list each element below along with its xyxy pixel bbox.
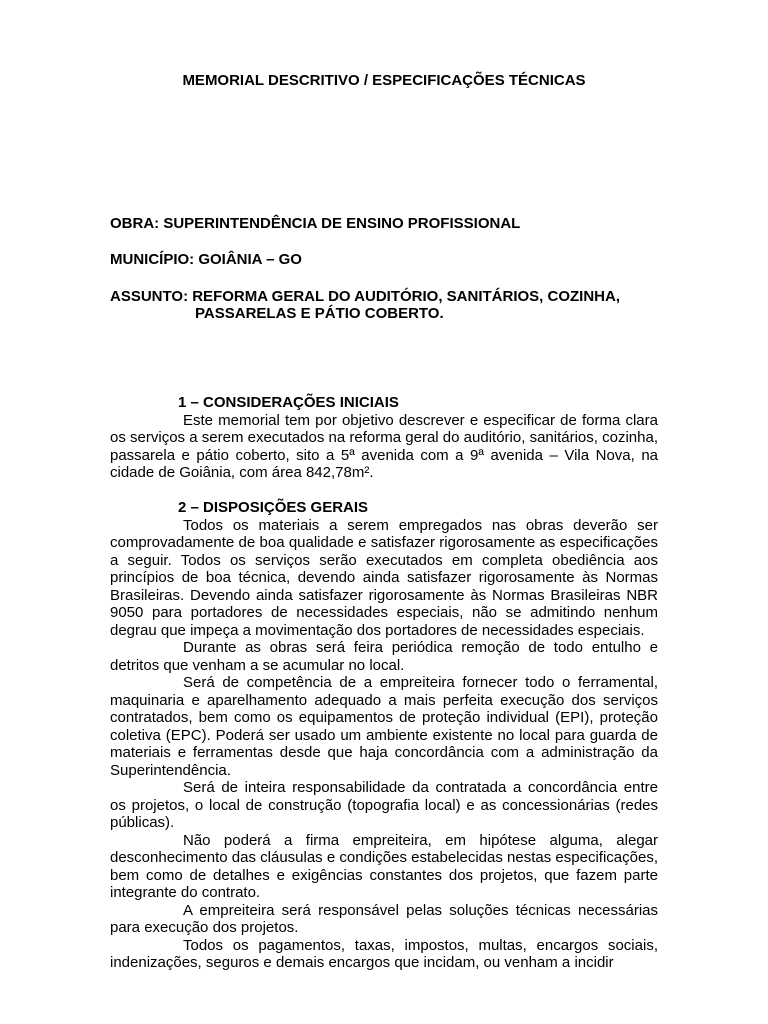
section-consideracoes-iniciais — [110, 394, 658, 482]
paragraph: A empreiteira será responsável pelas soluções técnicas necessárias para execução dos projetos. — [110, 901, 658, 936]
obra-heading: OBRA: SUPERINTENDÊNCIA DE ENSINO PROFISSIONAL — [110, 215, 521, 232]
municipio-heading: MUNICÍPIO: GOIÂNIA – GO — [110, 251, 302, 268]
paragraph: Será de competência de a empreiteira fornecer todo o ferramental, maquinaria e aparelhamento adequado a mais perfeita execução dos serviços contratados, bem como os equipamentos de proteção individual (EPI), proteção coletiva (EPC). Poderá ser usado um ambiente existente no local para guarda de materiais e ferramentas desde que haja concordância com a administração da Superintendência. — [110, 674, 658, 779]
paragraph: Não poderá a firma empreiteira, em hipótese alguma, alegar desconhecimento das cláusulas e condições estabelecidas nestas especificações, bem como de detalhes e exigências constantes dos projetos, que fazem parte integrante do contrato. — [110, 831, 658, 901]
section-disposicoes-gerais — [110, 499, 658, 972]
document-title: MEMORIAL DESCRITIVO / ESPECIFICAÇÕES TÉCNICAS — [182, 72, 586, 89]
section-title: 1 – CONSIDERAÇÕES INICIAIS — [178, 394, 399, 411]
paragraph: Este memorial tem por objetivo descrever e especificar de forma clara os serviços a serem executados na reforma geral do auditório, sanitários, cozinha, passarela e pátio coberto, sito a 5ª avenida com a 9ª avenida – Vila Nova, na cidade de Goiânia, com área 842,78m². — [110, 411, 658, 481]
assunto-heading-continuation: PASSARELAS E PÁTIO COBERTO. — [195, 305, 444, 322]
paragraph: Será de inteira responsabilidade da contratada a concordância entre os projetos, o local de construção (topografia local) e as concessionárias (redes públicas). — [110, 779, 658, 831]
assunto-heading: ASSUNTO: REFORMA GERAL DO AUDITÓRIO, SANITÁRIOS, COZINHA, — [110, 288, 621, 305]
section-title: 2 – DISPOSIÇÕES GERAIS — [178, 499, 369, 516]
paragraph: Todos os pagamentos, taxas, impostos, multas, encargos sociais, indenizações, seguros e demais encargos que incidam, ou venham a incidir — [110, 936, 658, 971]
paragraph: Durante as obras será feira periódica remoção de todo entulho e detritos que venham a se acumular no local. — [110, 639, 658, 674]
paragraph: Todos os materiais a serem empregados nas obras deverão ser comprovadamente de boa qualidade e satisfazer rigorosamente as especificações a seguir. Todos os serviços serão executados em completa obediência aos princípios de boa técnica, devendo ainda satisfazer rigorosamente às Normas Brasileiras. Devendo ainda satisfazer rigorosamente às Normas Brasileiras NBR 9050 para portadores de necessidades especiais, não se admitindo nenhum degrau que impeça a movimentação dos portadores de necessidades especiais. — [110, 516, 658, 639]
